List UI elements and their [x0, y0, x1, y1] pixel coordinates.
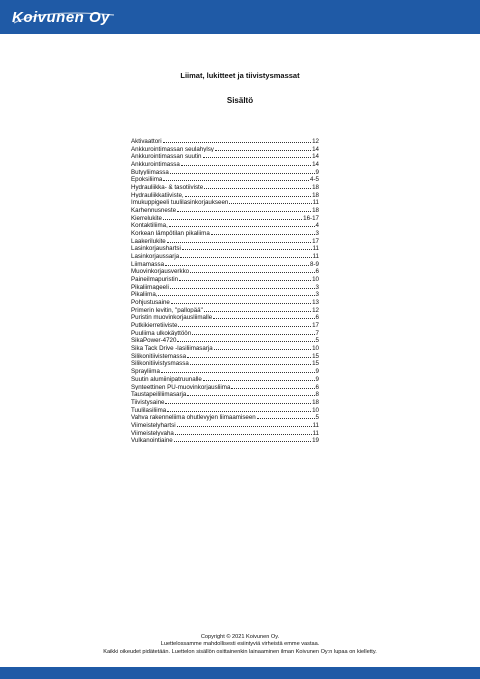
logo-swoosh-icon	[12, 9, 116, 27]
toc-leader-dots	[187, 352, 311, 358]
toc-entry[interactable]	[131, 198, 319, 206]
logo-text: Koivunen Oy	[12, 8, 111, 26]
toc-entry-page: 3	[315, 230, 319, 237]
toc-entry[interactable]	[131, 252, 319, 260]
toc-leader-dots	[177, 206, 311, 212]
toc-entry-page: 7	[315, 329, 319, 337]
toc-entry-label: Tuulilasiliima	[131, 406, 167, 414]
toc-entry-label: Viimeistelyvaha	[131, 429, 174, 437]
toc-leader-dots	[163, 137, 312, 143]
footer-band	[0, 667, 480, 679]
toc-entry[interactable]	[131, 398, 319, 406]
toc-leader-dots	[215, 145, 311, 151]
toc-entry[interactable]	[131, 390, 319, 398]
toc-entry[interactable]	[131, 152, 319, 160]
footer-disclaimer: Luettelossamme mahdollisesti esiintyviä virheistä emme vastaa.	[160, 641, 320, 648]
toc-entry-label: Kierrelukite	[131, 214, 162, 222]
toc-leader-dots	[170, 283, 315, 289]
toc-entry[interactable]	[131, 359, 319, 367]
toc-entry-page: 9	[315, 168, 319, 176]
toc-entry-page: 6	[315, 268, 319, 276]
toc-entry-label: Hydrauliikkatiiviste,	[131, 191, 184, 199]
toc-entry[interactable]	[131, 321, 319, 329]
toc-entry-page: 10	[312, 276, 319, 283]
toc-leader-dots	[177, 336, 314, 342]
toc-entry-label: Pikaliimageeli	[131, 283, 169, 291]
toc-entry-label: Suutin alumiinipatruunalle	[131, 375, 202, 383]
toc-entry-label: Silikonitiivistysmassa	[131, 360, 189, 368]
toc-entry[interactable]	[131, 421, 319, 429]
toc-entry-page: 14	[312, 153, 319, 161]
toc-entry-page: 12	[312, 138, 319, 145]
toc-entry-page: 19	[312, 437, 319, 444]
toc-entry-label: Puristin muovinkorjausliimalle	[131, 314, 213, 322]
toc-entry[interactable]	[131, 306, 319, 314]
toc-entry-label: Laakerilukite	[131, 237, 166, 245]
toc-entry-page: 16-17	[303, 214, 319, 222]
page-title: Liimat, lukitteet ja tiivistysmassat	[180, 71, 300, 80]
toc-entry-page: 15	[312, 352, 319, 360]
toc-leader-dots	[204, 183, 311, 189]
toc-entry-label: Butyyliimassa	[131, 168, 169, 176]
toc-leader-dots	[169, 221, 315, 227]
toc-entry-label: Viimeistelyhartsi	[131, 421, 176, 429]
toc-entry-label: Sprayliima	[131, 368, 160, 375]
toc-leader-dots	[231, 383, 314, 389]
toc-entry[interactable]	[131, 367, 319, 375]
toc-leader-dots	[167, 406, 311, 412]
toc-entry[interactable]	[131, 298, 319, 306]
toc-entry-label: Vulkanointiaine	[131, 437, 173, 444]
toc-entry-label: Tiivistysaine	[131, 398, 165, 406]
toc-entry-label: Lasinkorjaussarja	[131, 253, 180, 260]
toc-entry-label: Taustapeililiimasarja	[131, 391, 187, 398]
toc-entry-label: Silikonitiivistemassa	[131, 352, 187, 360]
toc-entry[interactable]	[131, 237, 319, 245]
toc-entry[interactable]	[131, 214, 319, 222]
toc-leader-dots	[161, 367, 315, 373]
toc-leader-dots	[170, 168, 315, 174]
toc-entry[interactable]	[131, 229, 319, 237]
toc-entry[interactable]	[131, 175, 319, 183]
toc-entry[interactable]	[131, 275, 319, 283]
toc-entry-label: Aktivaattori	[131, 138, 162, 145]
toc-entry-label: Primerin levitin, "pallopää"	[131, 306, 203, 314]
toc-entry[interactable]	[131, 160, 319, 168]
toc-entry[interactable]	[131, 168, 319, 176]
toc-entry-label: Vahva rakenneliima ohutlevyjen liimaamiseen	[131, 414, 256, 421]
toc-entry[interactable]	[131, 436, 319, 444]
toc-entry[interactable]	[131, 313, 319, 321]
toc-entry-page: 18	[312, 207, 319, 214]
toc-entry-page: 11	[312, 429, 319, 437]
toc-leader-dots	[192, 329, 314, 335]
toc-entry-page: 11	[312, 245, 319, 253]
toc-leader-dots	[204, 306, 311, 312]
toc-leader-dots	[174, 436, 311, 442]
toc-entry[interactable]	[131, 329, 319, 337]
toc-entry[interactable]	[131, 137, 319, 145]
toc-entry-label: Pikaliima,	[131, 291, 158, 299]
toc-entry-label: Epoksiliima	[131, 176, 163, 184]
toc-leader-dots	[163, 175, 309, 181]
toc-entry[interactable]	[131, 290, 319, 298]
toc-entry-page: 4	[315, 222, 319, 230]
toc-entry-label: Synteettinen PU-muovinkorjausliima	[131, 383, 231, 391]
toc-entry-page: 14	[312, 161, 319, 168]
toc-entry-page: 5	[315, 414, 319, 421]
toc-entry-page: 18	[312, 191, 319, 199]
toc-leader-dots	[190, 359, 311, 365]
toc-entry[interactable]	[131, 283, 319, 291]
toc-entry-page: 10	[312, 406, 319, 414]
toc-entry[interactable]	[131, 244, 319, 252]
toc-entry-label: Lasinkorjaushartsi	[131, 245, 181, 253]
toc-entry[interactable]	[131, 267, 319, 275]
toc-entry-page: 17	[312, 237, 319, 245]
toc-leader-dots	[214, 344, 311, 350]
toc-entry-page: 14	[312, 145, 319, 153]
toc-entry-page: 8-9	[310, 260, 319, 268]
toc-entry-page: 13	[312, 299, 319, 306]
footer-copyright: Copyright © 2021 Koivunen Oy.	[200, 634, 280, 640]
toc-entry-page: 18	[312, 398, 319, 406]
toc-leader-dots	[177, 421, 312, 427]
footer	[0, 634, 480, 656]
toc-leader-dots	[187, 390, 314, 396]
toc-leader-dots	[185, 191, 312, 197]
toc-entry-label: Hydrauliikka- & tasotiiviste	[131, 184, 204, 191]
toc-entry-label: Sika Tack Drive -lasiliimasarja	[131, 345, 213, 352]
toc-entry[interactable]	[131, 383, 319, 391]
toc-entry-label: Korkean lämpötilan pikaliima	[131, 230, 210, 237]
toc-entry-page: 15	[312, 360, 319, 368]
header-band	[0, 0, 480, 34]
toc-leader-dots	[165, 398, 311, 404]
toc-leader-dots	[229, 198, 311, 204]
toc-entry-page: 5	[315, 337, 319, 345]
toc-entry-page: 11	[312, 253, 319, 260]
toc-leader-dots	[167, 237, 311, 243]
toc-entry-label: Karhennusneste	[131, 207, 177, 214]
toc-entry-page: 9	[315, 375, 319, 383]
toc-entry-page: 11	[312, 421, 319, 429]
toc-entry[interactable]	[131, 191, 319, 199]
toc-entry[interactable]	[131, 183, 319, 191]
toc-entry-label: Putkikierretiiviste	[131, 322, 178, 329]
toc-entry[interactable]	[131, 206, 319, 214]
toc-leader-dots	[182, 244, 312, 250]
toc-entry-page: 8	[315, 391, 319, 398]
toc-entry-page: 10	[312, 345, 319, 352]
toc-leader-dots	[213, 313, 314, 319]
toc-leader-dots	[203, 152, 312, 158]
toc-entry-label: Ankkurointimassan seulahylsy	[131, 145, 214, 153]
toc-leader-dots	[163, 214, 302, 220]
toc-entry-page: 12	[312, 306, 319, 314]
toc-entry-page: 9	[315, 368, 319, 375]
toc-entry-page: 6	[315, 314, 319, 322]
toc-entry-label: Puuliima ulkokäyttöön	[131, 329, 192, 337]
table-of-contents	[131, 137, 319, 444]
toc-entry-label: Kontaktiliima,	[131, 222, 168, 230]
company-logo	[12, 6, 110, 28]
toc-entry-label: Muovinkorjausverkko	[131, 268, 190, 276]
toc-leader-dots	[203, 375, 315, 381]
toc-entry-page: 3	[315, 283, 319, 291]
toc-leader-dots	[257, 413, 315, 419]
footer-rights: Kaikki oikeudet pidätetään. Luettelon sisällön osittainenkin lainaaminen ilman Koivunen Oy:n lupaa on kielletty.	[103, 648, 377, 655]
toc-entry-page: 17	[312, 322, 319, 329]
toc-leader-dots	[158, 290, 314, 296]
toc-entry-label: Pohjustusaine	[131, 299, 170, 306]
toc-leader-dots	[190, 267, 314, 273]
toc-leader-dots	[171, 298, 311, 304]
toc-leader-dots	[179, 275, 311, 281]
page-subtitle: Sisältö	[226, 96, 254, 105]
toc-entry[interactable]	[131, 413, 319, 421]
toc-entry-page: 3	[315, 291, 319, 299]
toc-entry-page: 6	[315, 383, 319, 391]
toc-leader-dots	[181, 160, 311, 166]
toc-leader-dots	[175, 429, 312, 435]
toc-entry[interactable]	[131, 336, 319, 344]
toc-entry[interactable]	[131, 406, 319, 414]
toc-entry[interactable]	[131, 221, 319, 229]
toc-entry[interactable]	[131, 375, 319, 383]
toc-entry[interactable]	[131, 352, 319, 360]
toc-entry-page: 4-5	[310, 176, 319, 184]
toc-entry-label: Ankkurointimassa	[131, 161, 180, 168]
toc-entry[interactable]	[131, 344, 319, 352]
toc-entry[interactable]	[131, 429, 319, 437]
toc-leader-dots	[211, 229, 315, 235]
toc-entry-label: SikaPower-4720	[131, 337, 177, 345]
toc-entry-label: Liimamassa	[131, 260, 165, 268]
toc-leader-dots	[178, 321, 311, 327]
toc-leader-dots	[180, 252, 311, 258]
toc-entry-label: Ankkurointimassan suutin	[131, 153, 202, 161]
toc-entry-page: 18	[312, 184, 319, 191]
toc-entry[interactable]	[131, 260, 319, 268]
toc-entry-label: Paineilmapuristin	[131, 276, 179, 283]
toc-entry[interactable]	[131, 145, 319, 153]
toc-entry-label: Imukuppigeeli tuulilasinkorjaukseen	[131, 199, 229, 207]
toc-entry-page: 11	[312, 199, 319, 207]
toc-leader-dots	[165, 260, 309, 266]
